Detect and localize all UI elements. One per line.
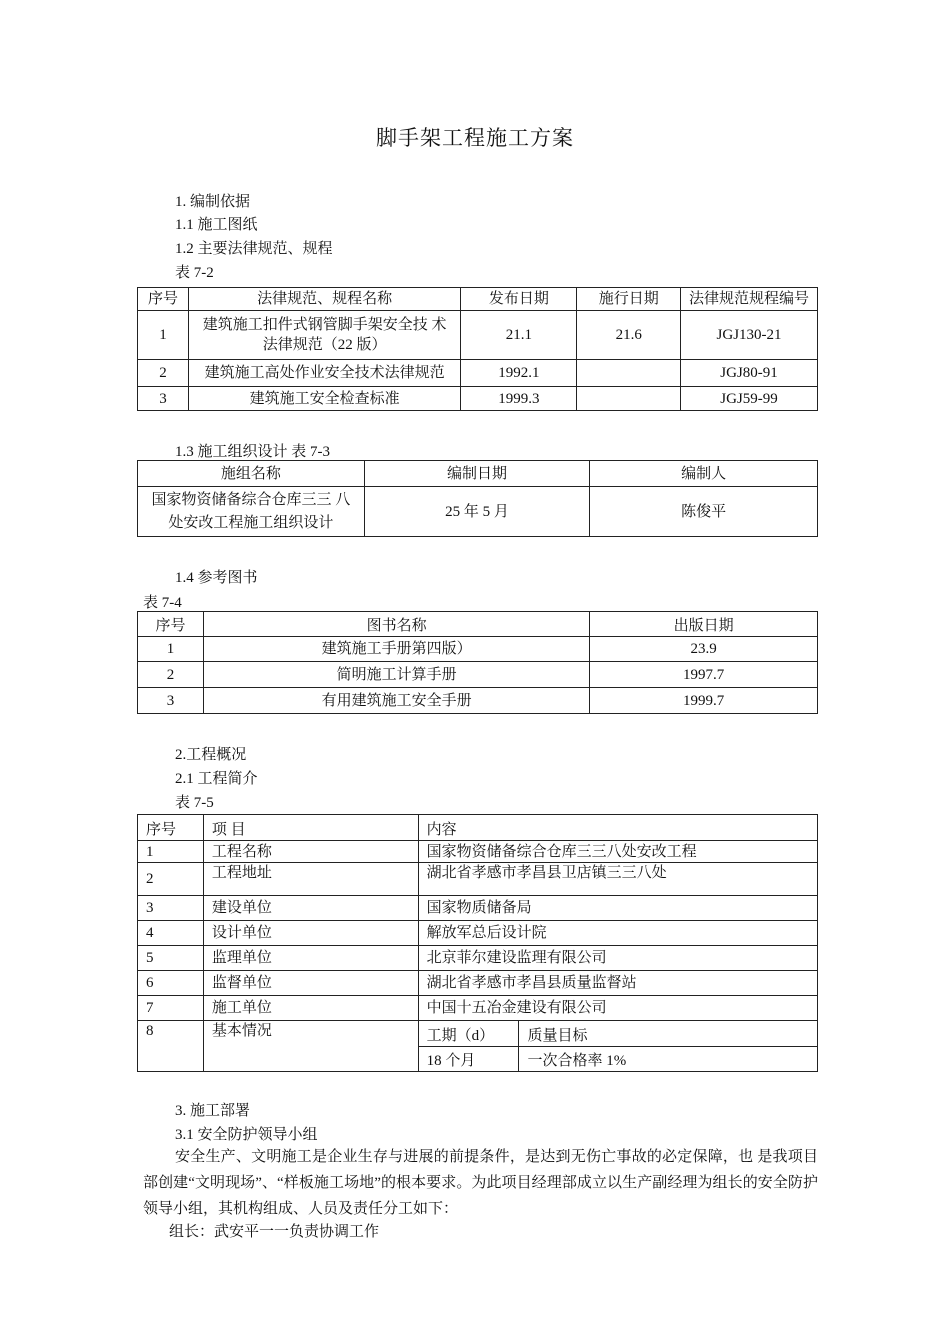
section-heading: 2.工程概况 — [175, 747, 247, 763]
table-row — [138, 311, 818, 360]
table-cell: 建筑施工安全检查标准 — [188, 387, 461, 411]
column-header: 施组名称 — [138, 461, 365, 487]
table-cell: 6 — [138, 971, 204, 996]
table-cell: 国家物资储备综合仓库三三八处安改工程 — [418, 841, 817, 863]
column-header: 出版日期 — [590, 612, 818, 637]
section-heading: 3.1 安全防护领导小组 — [175, 1127, 318, 1143]
column-header: 发布日期 — [461, 288, 577, 311]
column-header: 法律规范、规程名称 — [188, 288, 461, 311]
table-cell: 监理单位 — [203, 946, 418, 971]
table-cell: JGJ80-91 — [681, 360, 818, 387]
cell-line: 处安改工程施工组织设计 — [168, 514, 334, 531]
table-cell: 监督单位 — [203, 971, 418, 996]
column-header: 项 目 — [203, 815, 418, 841]
table-cell: 25 年 5 月 — [364, 487, 590, 537]
table-cell: 1999.7 — [590, 688, 818, 714]
column-header: 法律规范规程编号 — [681, 288, 818, 311]
project-overview-table — [137, 814, 818, 1072]
table-cell: 工期（d） — [418, 1021, 519, 1047]
table-cell: JGJ130-21 — [681, 311, 818, 360]
table-row — [138, 360, 818, 387]
table-cell: 基本情况 — [203, 1021, 418, 1072]
table-cell: JGJ59-99 — [681, 387, 818, 411]
table-cell: 18 个月 — [418, 1047, 519, 1072]
table-cell: 工程名称 — [203, 841, 418, 863]
column-header: 序号 — [138, 288, 189, 311]
table-caption: 表 7-4 — [143, 595, 182, 611]
table-cell: 湖北省孝感市孝昌县卫店镇三三八处 — [418, 863, 817, 896]
table-row — [138, 841, 818, 863]
table-cell: 1 — [138, 637, 204, 662]
column-header: 序号 — [138, 612, 204, 637]
table-cell: 1997.7 — [590, 662, 818, 688]
table-cell: 设计单位 — [203, 921, 418, 946]
body-paragraph: 安全生产、文明施工是企业生存与进展的前提条件，是达到无伤亡事故的必定保障，也 是我项目部创建“文明现场”、“样板施工场地”的根本要求。为此项目经理部成立以生产副经理为组长的安全防护领导小组，其机构组成、人员及责任分工如下： — [143, 1149, 818, 1217]
section-heading: 1. 编制依据 — [175, 194, 251, 210]
column-header: 内容 — [418, 815, 817, 841]
table-header-row — [138, 461, 818, 487]
table-cell: 21.1 — [461, 311, 577, 360]
column-header: 施行日期 — [577, 288, 681, 311]
column-header: 图书名称 — [203, 612, 589, 637]
table-cell: 施工单位 — [203, 996, 418, 1021]
table-caption: 表 7-5 — [175, 795, 214, 811]
section-heading: 1.3 施工组织设计 表 7-3 — [175, 444, 330, 460]
table-row — [138, 387, 818, 411]
table-row — [138, 637, 818, 662]
column-header: 序号 — [138, 815, 204, 841]
column-header: 编制人 — [590, 461, 818, 487]
table-row — [138, 896, 818, 921]
table-cell: 中国十五冶金建设有限公司 — [418, 996, 817, 1021]
table-cell: 3 — [138, 688, 204, 714]
regulations-table — [137, 287, 818, 411]
table-cell — [577, 360, 681, 387]
table-cell: 3 — [138, 387, 189, 411]
table-cell: 工程地址 — [203, 863, 418, 896]
table-cell: 23.9 — [590, 637, 818, 662]
table-cell: 湖北省孝感市孝昌县质量监督站 — [418, 971, 817, 996]
reference-books-table — [137, 611, 818, 714]
section-heading: 2.1 工程简介 — [175, 771, 258, 787]
table-header-row — [138, 288, 818, 311]
table-cell: 1 — [138, 311, 189, 360]
section-heading: 1.1 施工图纸 — [175, 217, 258, 233]
table-cell: 21.6 — [577, 311, 681, 360]
table-cell: 一次合格率 1% — [519, 1047, 818, 1072]
table-row — [138, 996, 818, 1021]
table-header-row — [138, 815, 818, 841]
table-row — [138, 863, 818, 896]
table-row — [138, 487, 818, 537]
table-cell: 1999.3 — [461, 387, 577, 411]
page-title: 脚手架工程施工方案 — [376, 126, 574, 150]
table-row — [138, 1021, 818, 1047]
table-cell: 1992.1 — [461, 360, 577, 387]
table-cell: 2 — [138, 662, 204, 688]
section-heading: 1.2 主要法律规范、规程 — [175, 241, 333, 257]
section-heading: 3. 施工部署 — [175, 1103, 251, 1119]
table-cell: 建筑施工手册第四版） — [203, 637, 589, 662]
cell-line: 国家物资储备综合仓库三三 八 — [151, 491, 351, 508]
table-caption: 表 7-2 — [175, 265, 214, 281]
column-header: 编制日期 — [364, 461, 590, 487]
table-cell: 简明施工计算手册 — [203, 662, 589, 688]
table-row — [138, 662, 818, 688]
table-cell: 4 — [138, 921, 204, 946]
leader-line: 组长：武安平一一负责协调工作 — [169, 1224, 380, 1240]
table-cell: 8 — [138, 1021, 204, 1072]
cell-line: 建筑施工扣件式钢管脚手架安全技 术 — [202, 317, 447, 333]
table-cell — [138, 487, 365, 537]
table-header-row — [138, 612, 818, 637]
table-cell: 2 — [138, 360, 189, 387]
cell-line: 法律规范（22 版） — [262, 337, 387, 353]
table-cell: 国家物质储备局 — [418, 896, 817, 921]
table-row — [138, 921, 818, 946]
table-cell: 2 — [138, 863, 204, 896]
table-cell: 7 — [138, 996, 204, 1021]
section-heading: 1.4 参考图书 — [175, 570, 258, 586]
table-cell: 质量目标 — [519, 1021, 818, 1047]
table-row — [138, 688, 818, 714]
table-cell: 建筑施工高处作业安全技术法律规范 — [188, 360, 461, 387]
table-cell: 5 — [138, 946, 204, 971]
table-cell: 3 — [138, 896, 204, 921]
table-cell: 有用建筑施工安全手册 — [203, 688, 589, 714]
table-cell: 解放军总后设计院 — [418, 921, 817, 946]
table-cell — [188, 311, 461, 360]
table-row — [138, 946, 818, 971]
table-cell: 建设单位 — [203, 896, 418, 921]
table-cell: 1 — [138, 841, 204, 863]
table-cell: 北京菲尔建设监理有限公司 — [418, 946, 817, 971]
construction-org-table — [137, 460, 818, 537]
table-cell: 陈俊平 — [590, 487, 818, 537]
table-row — [138, 971, 818, 996]
table-cell — [577, 387, 681, 411]
